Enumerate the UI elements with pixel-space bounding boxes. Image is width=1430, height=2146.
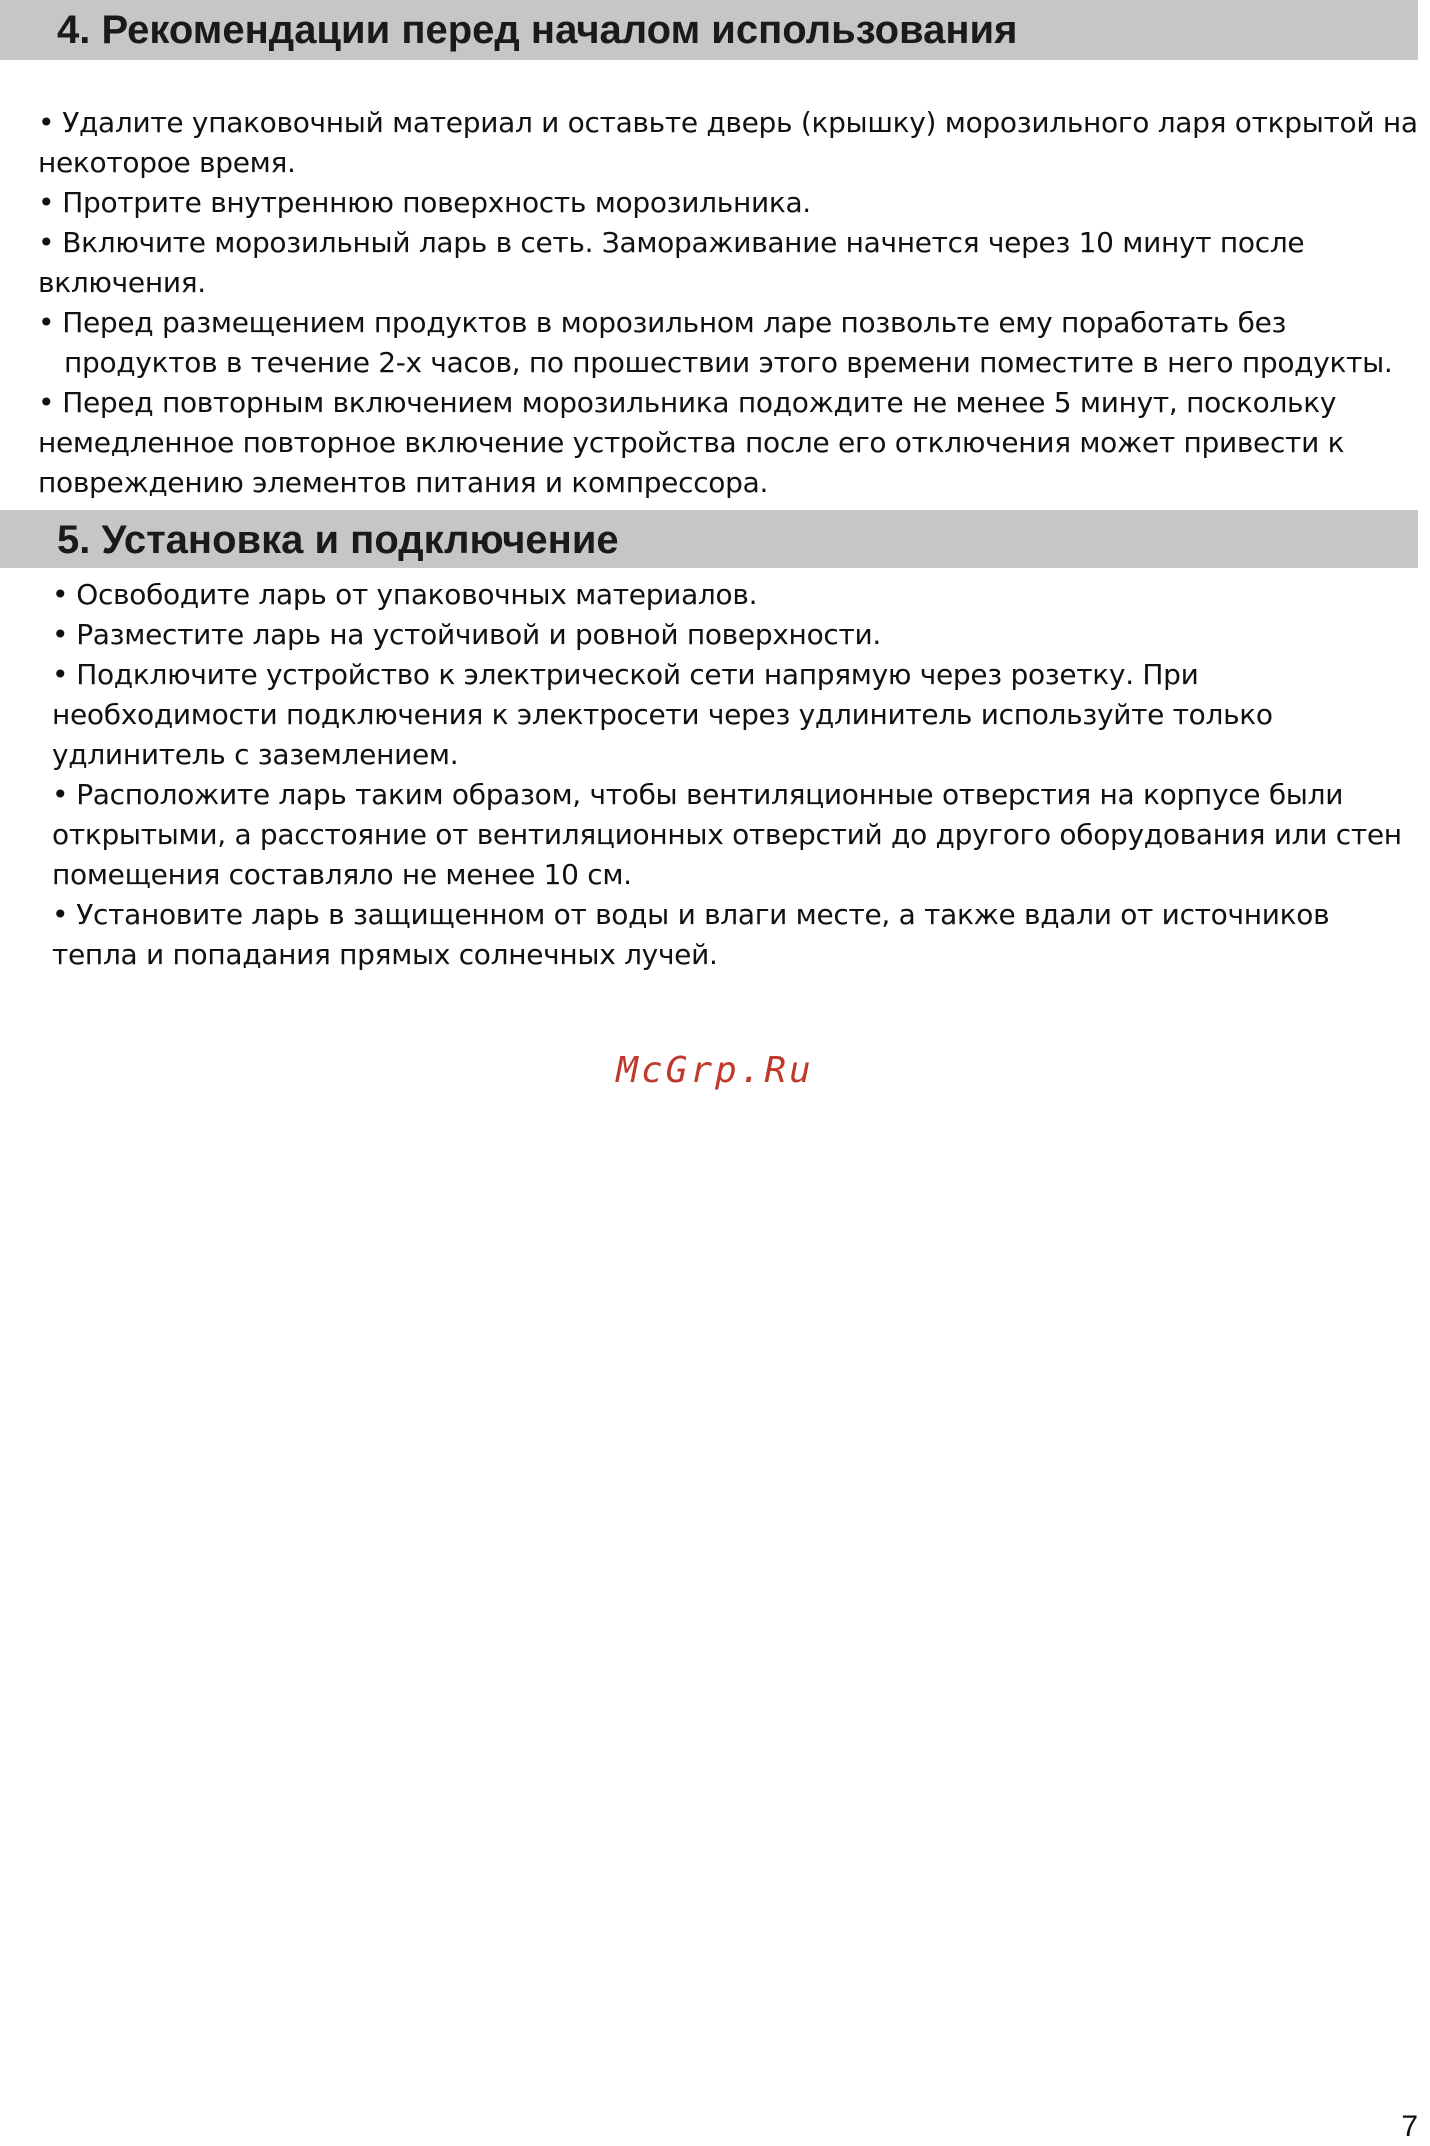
- bullet-icon: •: [38, 226, 55, 259]
- bullet-icon: •: [52, 618, 69, 651]
- bullet-icon: •: [52, 898, 69, 931]
- list-item: [38, 183, 1430, 223]
- bullet-icon: •: [38, 186, 55, 219]
- watermark-link[interactable]: McGrp.Ru: [616, 1050, 814, 1091]
- list-item: [38, 103, 1430, 183]
- section-5-title: 5. Установка и подключение: [57, 518, 619, 562]
- list-item-text: Установите ларь в защищенном от воды и влаги месте, а также вдали от источников тепла и попадания прямых солнечных лучей.: [52, 898, 1330, 971]
- list-item-text: Освободите ларь от упаковочных материалов.: [76, 578, 758, 611]
- list-item-text: Удалите упаковочный материал и оставьте дверь (крышку) морозильного ларя открытой на некоторое время.: [38, 106, 1418, 179]
- list-item-text: Разместите ларь на устойчивой и ровной поверхности.: [76, 618, 881, 651]
- bullet-icon: •: [52, 658, 69, 691]
- list-item-text: Расположите ларь таким образом, чтобы вентиляционные отверстия на корпусе были открытыми, а расстояние от вентиляционных отверстий до другого оборудования или стен помещения составляло не менее 10 см.: [52, 778, 1402, 891]
- list-item-text: Протрите внутреннюю поверхность морозильника.: [62, 186, 811, 219]
- bullet-icon: •: [38, 386, 55, 419]
- list-item-text: Перед повторным включением морозильника подождите не менее 5 минут, поскольку немедленное повторное включение устройства после его отключения может привести к повреждению элементов питания и компрессора.: [38, 386, 1345, 499]
- page-number: 7: [1401, 2110, 1418, 2143]
- list-item: [52, 655, 1422, 775]
- section-5-list: [52, 575, 1422, 975]
- section-5-header: [0, 510, 1418, 568]
- bullet-icon: •: [52, 578, 69, 611]
- list-item: [38, 223, 1430, 303]
- section-4-list: [38, 103, 1430, 503]
- bullet-icon: •: [52, 778, 69, 811]
- list-item: [52, 895, 1422, 975]
- section-4-header: [0, 0, 1418, 60]
- list-item: [38, 383, 1430, 503]
- list-item: [38, 303, 1430, 383]
- section-4-title: 4. Рекомендации перед началом использования: [57, 8, 1018, 52]
- list-item-text: Включите морозильный ларь в сеть. Замораживание начнется через 10 минут после включения.: [38, 226, 1305, 299]
- list-item-text: Подключите устройство к электрической сети напрямую через розетку. При необходимости подключения к электросети через удлинитель используйте только удлинитель с заземлением.: [52, 658, 1273, 771]
- list-item: [52, 575, 1422, 615]
- list-item-text: Перед размещением продуктов в морозильном ларе позвольте ему поработать без продуктов в течение 2-х часов, по прошествии этого времени поместите в него продукты.: [62, 306, 1393, 379]
- bullet-icon: •: [38, 306, 55, 339]
- list-item: [52, 615, 1422, 655]
- list-item: [52, 775, 1422, 895]
- bullet-icon: •: [38, 106, 55, 139]
